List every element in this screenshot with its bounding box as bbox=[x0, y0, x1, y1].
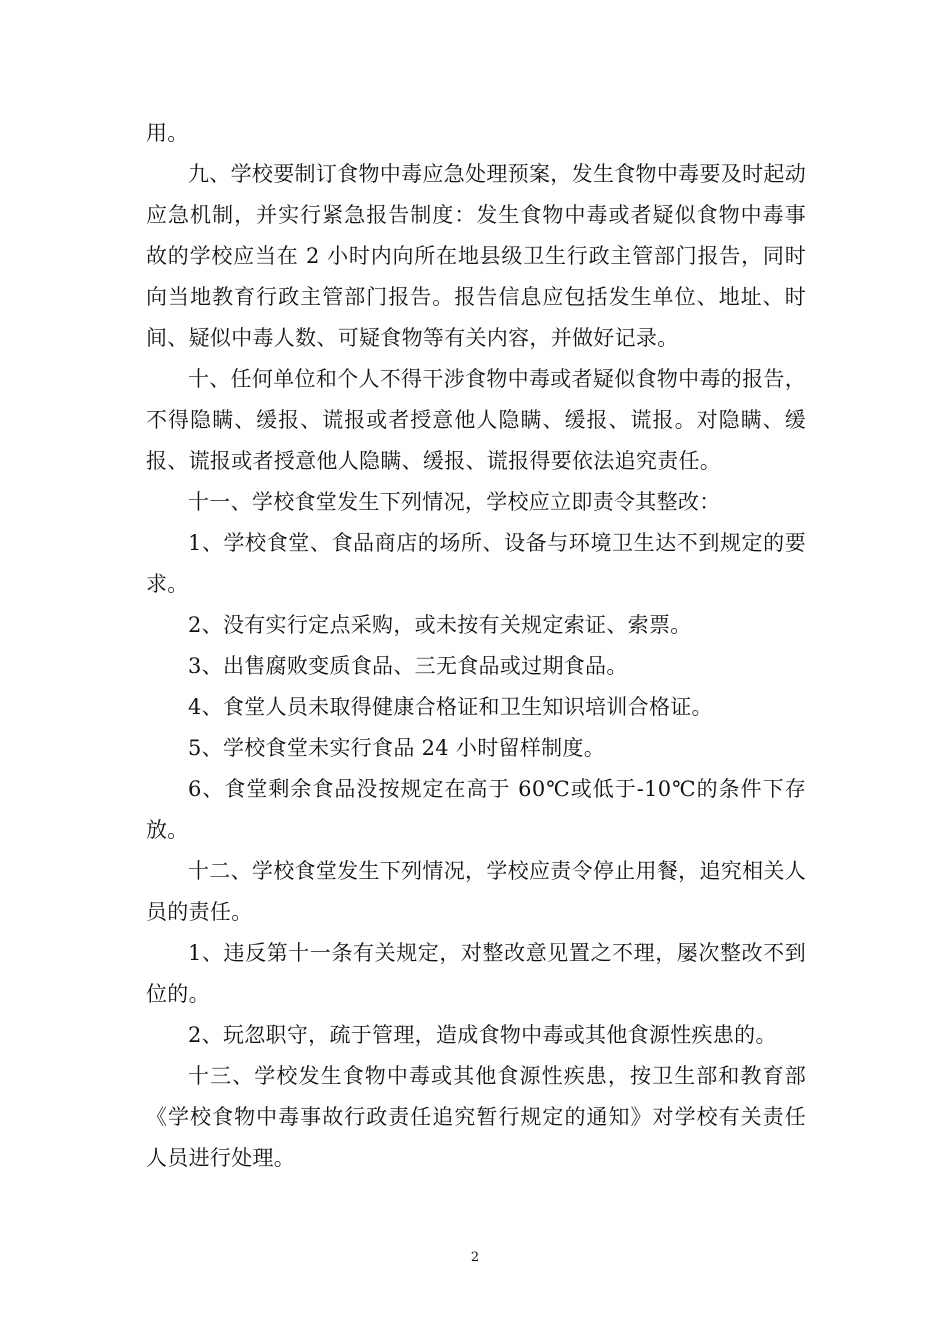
paragraph-article-13: 十三、学校发生食物中毒或其他食源性疾患，按卫生部和教育部《学校食物中毒事故行政责任追究暂行规定的通知》对学校有关责任人员进行处理。 bbox=[146, 1064, 806, 1170]
list-item-11-2: 2、没有实行定点采购，或未按有关规定索证、索票。 bbox=[188, 613, 692, 637]
paragraph-article-12: 十二、学校食堂发生下列情况，学校应责令停止用餐，追究相关人员的责任。 bbox=[146, 859, 806, 924]
paragraph-article-10: 十、任何单位和个人不得干涉食物中毒或者疑似食物中毒的报告，不得隐瞒、缓报、谎报或者授意他人隐瞒、缓报、谎报。对隐瞒、缓报、谎报或者授意他人隐瞒、缓报、谎报得要依法追究责任。 bbox=[146, 367, 806, 473]
list-item-11-1: 1、学校食堂、食品商店的场所、设备与环境卫生达不到规定的要求。 bbox=[146, 531, 806, 596]
document-body bbox=[146, 113, 806, 1179]
paragraph-continuation: 用。 bbox=[146, 121, 189, 145]
paragraph-article-9: 九、学校要制订食物中毒应急处理预案，发生食物中毒要及时起动应急机制，并实行紧急报告制度：发生食物中毒或者疑似食物中毒事故的学校应当在 2 小时内向所在地县级卫生行政主管部门报告，同时向当地教育行政主管部门报告。报告信息应包括发生单位、地址、时间、疑似中毒人数、可疑食物等有关内容，并做好记录。 bbox=[146, 162, 806, 350]
list-item-12-2: 2、玩忽职守，疏于管理，造成食物中毒或其他食源性疾患的。 bbox=[188, 1023, 777, 1047]
list-item-11-5: 5、学校食堂未实行食品 24 小时留样制度。 bbox=[188, 736, 606, 760]
list-item-11-3: 3、出售腐败变质食品、三无食品或过期食品。 bbox=[188, 654, 628, 678]
list-item-12-1: 1、违反第十一条有关规定，对整改意见置之不理，屡次整改不到位的。 bbox=[146, 941, 806, 1006]
list-item-11-6: 6、食堂剩余食品没按规定在高于 60℃或低于-10℃的条件下存放。 bbox=[146, 777, 806, 842]
list-item-11-4: 4、食堂人员未取得健康合格证和卫生知识培训合格证。 bbox=[188, 695, 713, 719]
page-number: 2 bbox=[470, 1250, 480, 1265]
paragraph-article-11: 十一、学校食堂发生下列情况，学校应立即责令其整改： bbox=[188, 490, 721, 514]
